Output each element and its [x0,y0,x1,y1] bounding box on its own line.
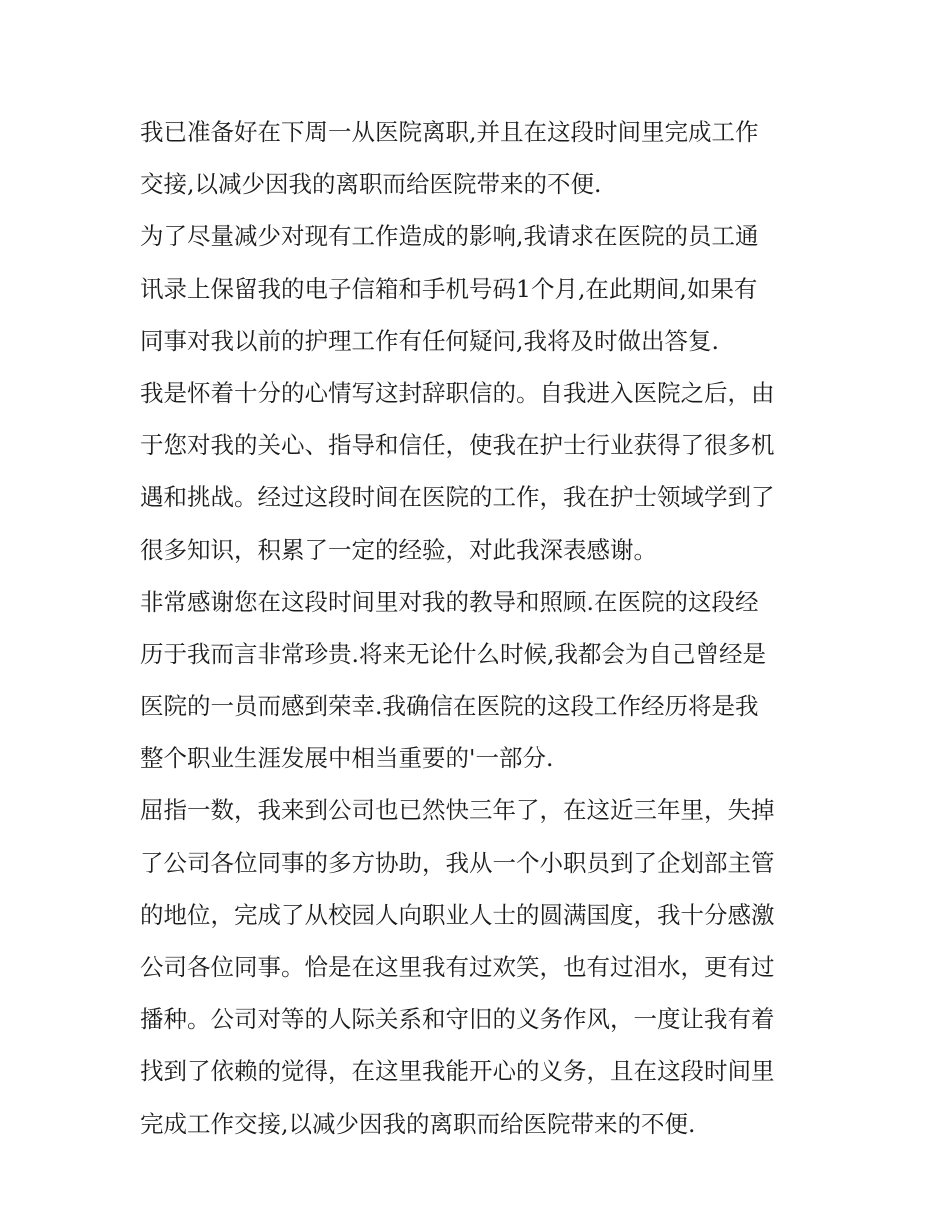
text-line: 播种。公司对等的人际关系和守旧的义务作风，一度让我有着 [140,1005,775,1034]
text-line: 交接,以减少因我的离职而给医院带来的不便. [140,170,602,199]
text-line: 屈指一数，我来到公司也已然快三年了，在这近三年里，失掉 [140,796,775,825]
text-line: 整个职业生涯发展中相当重要的'一部分. [140,744,554,773]
text-line: 找到了依赖的觉得，在这里我能开心的义务，且在这段时间里 [140,1057,775,1086]
text-line: 历于我而言非常珍贵.将来无论什么时候,我都会为自己曾经是 [140,639,766,668]
text-line: 我已准备好在下周一从医院离职,并且在这段时间里完成工作 [140,118,759,146]
text-line: 非常感谢您在这段时间里对我的教导和照顾.在医院的这段经 [140,587,759,616]
text-line: 遇和挑战。经过这段时间在医院的工作，我在护士领域学到了 [140,483,775,512]
text-line: 讯录上保留我的电子信箱和手机号码1个月,在此期间,如果有 [140,274,758,303]
text-line: 医院的一员而感到荣幸.我确信在医院的这段工作经历将是我 [140,692,759,721]
document-body [140,106,816,1150]
text-line: 完成工作交接,以减少因我的离职而给医院带来的不便. [140,1109,696,1138]
text-line: 于您对我的关心、指导和信任，使我在护士行业获得了很多机 [140,431,775,460]
text-line: 公司各位同事。恰是在这里我有过欢笑，也有过泪水，更有过 [140,953,775,981]
text-line: 了公司各位同事的多方协助，我从一个小职员到了企划部主管 [140,848,775,877]
text-line: 很多知识，积累了一定的经验，对此我深表感谢。 [140,535,657,564]
text-line: 为了尽量减少对现有工作造成的影响,我请求在医院的员工通 [140,222,759,251]
text-line: 我是怀着十分的心情写这封辞职信的。自我进入医院之后，由 [140,378,775,407]
text-line: 的地位，完成了从校园人向职业人士的圆满国度，我十分感激 [140,900,775,929]
text-line: 同事对我以前的护理工作有任何疑问,我将及时做出答复. [140,326,719,355]
